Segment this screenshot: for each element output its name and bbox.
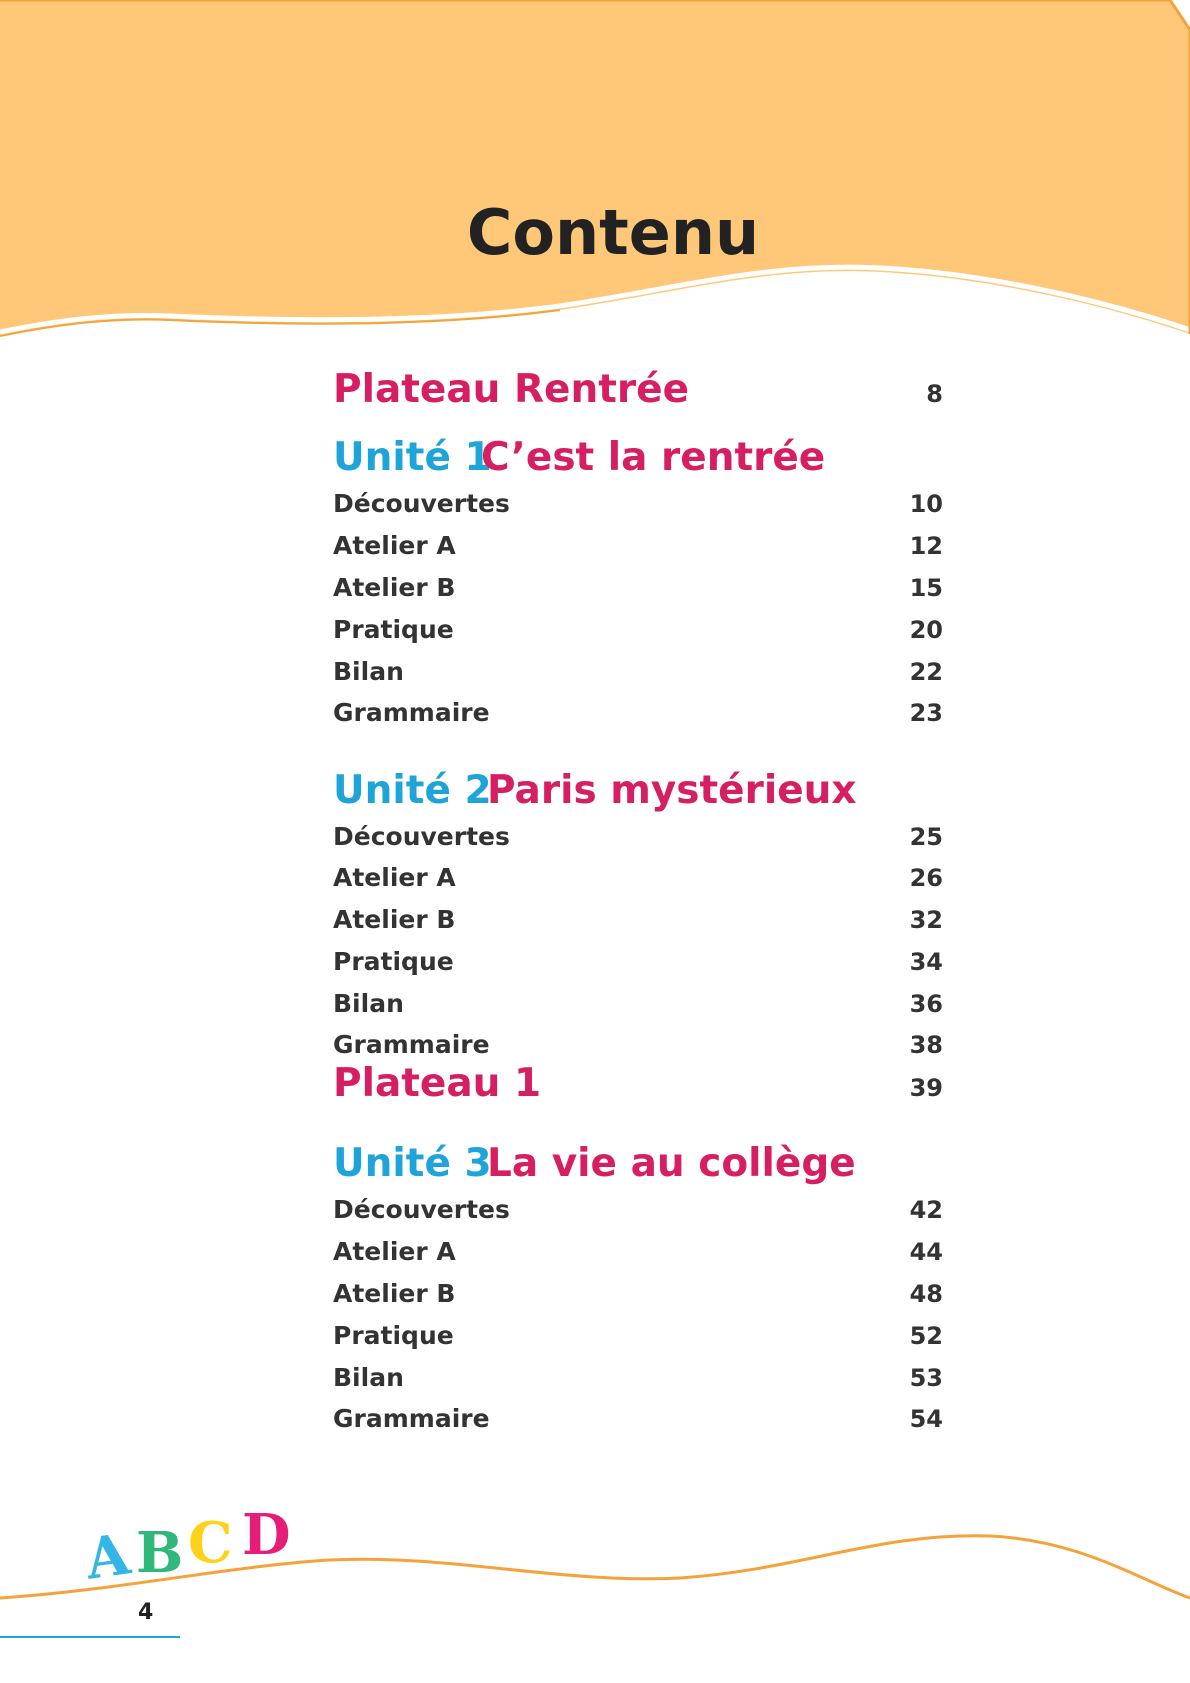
toc-entry-label: Atelier B bbox=[333, 1279, 456, 1308]
toc-entry-label: Grammaire bbox=[333, 1404, 490, 1433]
toc-entry-page: 23 bbox=[909, 699, 943, 727]
toc-entry-label: Pratique bbox=[333, 947, 454, 976]
toc-entry-page: 34 bbox=[909, 948, 943, 976]
toc-entry-page: 36 bbox=[909, 990, 943, 1018]
unit-title: Paris mystérieux bbox=[487, 768, 857, 813]
toc-entry-label: Atelier B bbox=[333, 573, 456, 602]
unit-number: Unité 3 bbox=[333, 1141, 492, 1186]
unit-heading-1 bbox=[333, 424, 973, 480]
toc-entry-page: 26 bbox=[909, 864, 943, 892]
toc-entry-label: Bilan bbox=[333, 657, 404, 686]
toc-entry bbox=[333, 1188, 943, 1228]
unit-number: Unité 2 bbox=[333, 768, 492, 813]
toc-entry-page: 25 bbox=[909, 823, 943, 851]
toc-entry-page: 54 bbox=[909, 1405, 943, 1433]
page-number: 4 bbox=[138, 1600, 154, 1625]
toc-entry-page: 12 bbox=[909, 532, 943, 560]
toc-entry-label: Grammaire bbox=[333, 1030, 490, 1059]
toc-entry bbox=[333, 1356, 943, 1396]
unit-heading-3 bbox=[333, 1130, 973, 1186]
toc-entry-page: 15 bbox=[909, 574, 943, 602]
toc-entry-label: Plateau 1 bbox=[333, 1061, 542, 1106]
logo-letter-c: C bbox=[188, 1510, 233, 1576]
toc-entry-page: 42 bbox=[909, 1196, 943, 1224]
toc-entry bbox=[333, 691, 943, 731]
toc-entry-page: 44 bbox=[909, 1238, 943, 1266]
toc-entry-label: Plateau Rentrée bbox=[333, 367, 690, 412]
toc-entry bbox=[333, 815, 943, 855]
toc-entry-page: 32 bbox=[909, 906, 943, 934]
toc-entry bbox=[333, 856, 943, 896]
toc-entry-label: Grammaire bbox=[333, 698, 490, 727]
toc-entry-page: 52 bbox=[909, 1322, 943, 1350]
toc-entry bbox=[333, 1023, 943, 1063]
toc-entry-label: Atelier A bbox=[333, 531, 456, 560]
toc-entry bbox=[333, 940, 943, 980]
toc-entry bbox=[333, 608, 943, 648]
logo-letter-d: D bbox=[242, 1502, 291, 1568]
toc-entry bbox=[333, 566, 943, 606]
toc-entry-label: Atelier B bbox=[333, 905, 456, 934]
toc-entry bbox=[333, 650, 943, 690]
toc-entry bbox=[333, 524, 943, 564]
toc-entry-page: 22 bbox=[909, 658, 943, 686]
toc-entry-label: Découvertes bbox=[333, 822, 510, 851]
toc-entry-page: 48 bbox=[909, 1280, 943, 1308]
logo-letter-a: A bbox=[81, 1521, 134, 1593]
toc-entry-page: 53 bbox=[909, 1364, 943, 1392]
toc-entry bbox=[333, 1230, 943, 1270]
toc-entry-page: 39 bbox=[909, 1074, 943, 1102]
toc-entry bbox=[333, 1314, 943, 1354]
toc-entry bbox=[333, 482, 943, 522]
toc-entry bbox=[333, 898, 943, 938]
toc-entry-page: 38 bbox=[909, 1031, 943, 1059]
toc-entry-label: Bilan bbox=[333, 1363, 404, 1392]
toc-entry-label: Pratique bbox=[333, 1321, 454, 1350]
logo-letter-b: B bbox=[136, 1520, 184, 1586]
unit-title: C’est la rentrée bbox=[481, 435, 826, 480]
toc-entry-page: 20 bbox=[909, 616, 943, 644]
toc-entry-label: Découvertes bbox=[333, 489, 510, 518]
page-title: Contenu bbox=[466, 196, 760, 269]
abcd-logo bbox=[81, 1502, 306, 1593]
toc-entry-plateau-rentree bbox=[333, 364, 943, 412]
toc-entry bbox=[333, 1397, 943, 1437]
toc-entry bbox=[333, 982, 943, 1022]
toc-entry-label: Atelier A bbox=[333, 863, 456, 892]
unit-heading-2 bbox=[333, 757, 973, 813]
toc-entry-plateau-1 bbox=[333, 1058, 943, 1106]
footer-rule bbox=[0, 1636, 180, 1638]
toc-entry-label: Découvertes bbox=[333, 1195, 510, 1224]
toc-entry-page: 10 bbox=[909, 490, 943, 518]
toc-entry-label: Pratique bbox=[333, 615, 454, 644]
unit-number: Unité 1 bbox=[333, 435, 492, 480]
toc-entry-label: Bilan bbox=[333, 989, 404, 1018]
toc-entry-label: Atelier A bbox=[333, 1237, 456, 1266]
toc-entry-page: 8 bbox=[926, 380, 943, 408]
toc-entry bbox=[333, 1272, 943, 1312]
unit-title: La vie au collège bbox=[487, 1141, 856, 1186]
